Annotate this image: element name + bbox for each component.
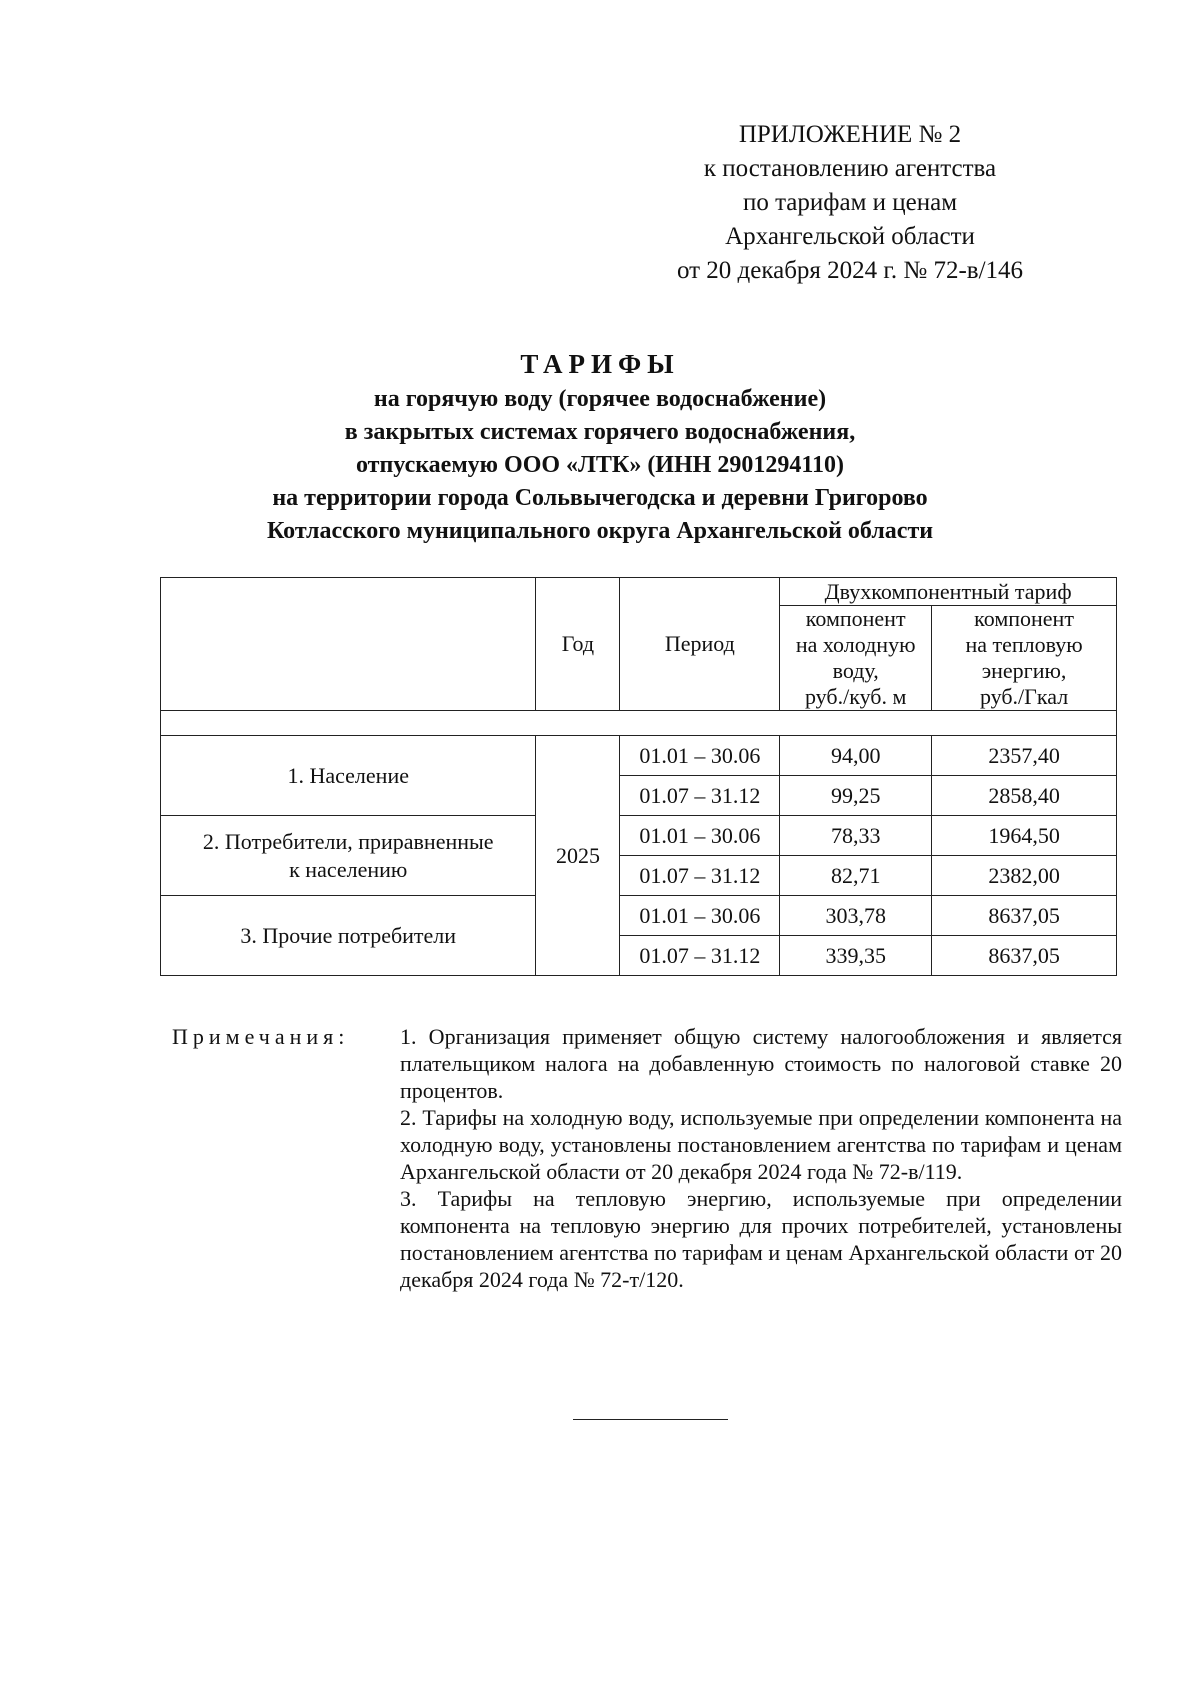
title-line: Котласского муниципального округа Архангельской области	[266, 518, 934, 544]
period-cell: 01.01 – 30.06	[620, 896, 780, 936]
period-cell: 01.07 – 31.12	[620, 776, 780, 816]
appendix-line: по тарифам и ценам	[742, 189, 958, 216]
appendix-date-number: от 20 декабря 2024 г. № 72-в/146	[676, 257, 1024, 284]
header-heat-line: на тепловую	[965, 632, 1083, 657]
header-two-component: Двухкомпонентный тариф	[780, 578, 1117, 606]
header-heat-line: руб./Гкал	[979, 684, 1069, 709]
heat-value-cell: 2858,40	[932, 776, 1117, 816]
table-row	[161, 736, 1117, 776]
cold-value-cell: 339,35	[780, 936, 932, 976]
tariff-table	[160, 577, 1117, 976]
header-cold-line: руб./куб. м	[804, 684, 907, 709]
separator-cell	[161, 711, 1117, 736]
separator-row	[161, 711, 1117, 736]
header-cold-line: воду,	[832, 658, 879, 683]
appendix-header	[600, 118, 1100, 288]
category-cell	[161, 816, 536, 896]
header-category	[161, 578, 536, 711]
title-main: ТАРИФЫ	[520, 349, 680, 379]
notes-list	[400, 1023, 1122, 1293]
appendix-number: ПРИЛОЖЕНИЕ № 2	[738, 121, 962, 148]
table-row	[161, 896, 1117, 936]
period-cell: 01.01 – 30.06	[620, 816, 780, 856]
cold-value-cell: 78,33	[780, 816, 932, 856]
note-item: 1. Организация применяет общую систему налогообложения и является плательщиком налога на добавленную стоимость по налоговой ставке 20 процентов.	[400, 1024, 1122, 1103]
cold-value-cell: 94,00	[780, 736, 932, 776]
period-cell: 01.07 – 31.12	[620, 856, 780, 896]
header-heat-line: компонент	[974, 606, 1074, 631]
title-line: в закрытых системах горячего водоснабжения,	[344, 419, 856, 445]
category-cell: 1. Население	[161, 736, 536, 816]
header-heat-line: энергию,	[981, 658, 1067, 683]
closing-rule	[573, 1419, 728, 1420]
heat-value-cell: 2382,00	[932, 856, 1117, 896]
heat-value-cell: 2357,40	[932, 736, 1117, 776]
document-title	[150, 348, 1050, 548]
period-cell: 01.01 – 30.06	[620, 736, 780, 776]
cold-value-cell: 99,25	[780, 776, 932, 816]
notes-label: Примечания:	[172, 1024, 350, 1049]
title-line: на территории города Сольвычегодска и деревни Григорово	[272, 485, 928, 511]
cold-value-cell: 82,71	[780, 856, 932, 896]
appendix-line: Архангельской области	[725, 223, 975, 250]
appendix-line: к постановлению агентства	[703, 155, 997, 182]
note-item: 2. Тарифы на холодную воду, используемые при определении компонента на холодную воду, установлены постановлением агентства по тарифам и ценам Архангельской области от 20 декабря 2024 года № 72-в/119.	[400, 1105, 1122, 1184]
header-period: Период	[620, 578, 780, 711]
header-cold-line: компонент	[805, 606, 906, 631]
year-cell: 2025	[536, 736, 620, 976]
title-line: на горячую воду (горячее водоснабжение)	[373, 386, 827, 412]
header-cold-water	[780, 606, 932, 711]
period-cell: 01.07 – 31.12	[620, 936, 780, 976]
category-line: к населению	[289, 856, 408, 882]
category-cell: 3. Прочие потребители	[161, 896, 536, 976]
header-year: Год	[536, 578, 620, 711]
note-item: 3. Тарифы на тепловую энергию, используемые при определении компонента на тепловую энергию для прочих потребителей, установлены постановлением агентства по тарифам и ценам Архангельской области от 20 декабря 2024 года № 72-т/120.	[400, 1186, 1122, 1292]
heat-value-cell: 1964,50	[932, 816, 1117, 856]
table-row	[161, 816, 1117, 856]
cold-value-cell: 303,78	[780, 896, 932, 936]
heat-value-cell: 8637,05	[932, 896, 1117, 936]
category-line: 2. Потребители, приравненные	[202, 828, 494, 854]
heat-value-cell: 8637,05	[932, 936, 1117, 976]
title-line: отпускаемую ООО «ЛТК» (ИНН 2901294110)	[356, 452, 844, 478]
header-heat-energy	[932, 606, 1117, 711]
header-cold-line: на холодную	[795, 632, 916, 657]
header-row	[161, 578, 1117, 606]
